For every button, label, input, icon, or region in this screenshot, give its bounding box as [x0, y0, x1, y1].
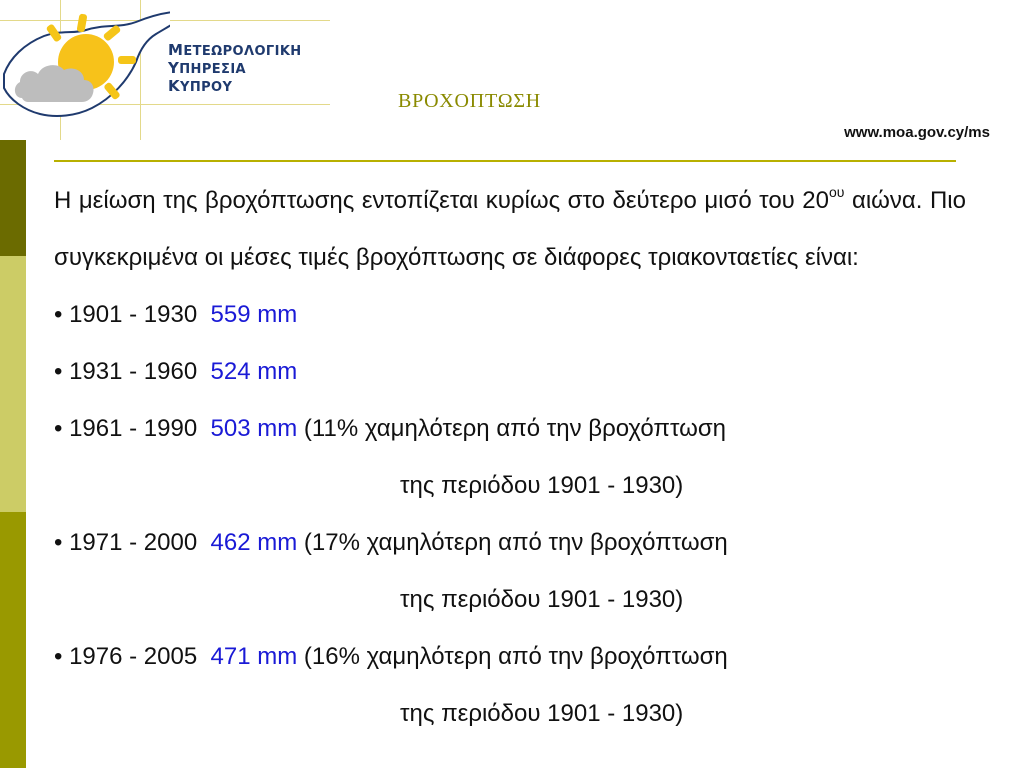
period-note: (17% χαμηλότερη από την βροχόπτωση	[303, 529, 728, 556]
header-logo-area	[0, 0, 330, 140]
side-bar-dark	[0, 140, 26, 256]
period-value: 462 mm	[210, 529, 298, 556]
period-item: • 1901 - 1930 559 mm	[54, 301, 298, 328]
slide-content	[54, 166, 966, 742]
side-bar-light	[0, 256, 26, 512]
org-name	[168, 42, 302, 96]
website-url[interactable]: www.moa.gov.cy/ms	[844, 124, 990, 141]
period-range: 1931 - 1960	[69, 358, 198, 385]
superscript-ou: ου	[829, 184, 845, 200]
period-value: 471 mm	[210, 643, 298, 670]
period-range: 1961 - 1990	[69, 415, 198, 442]
period-item: • 1976 - 2005 471 mm (16% χαμηλότερη από την βροχόπτωση	[54, 643, 728, 670]
slide-title: ΒΡΟΧΟΠΤΩΣΗ	[398, 90, 542, 112]
period-value: 559 mm	[210, 301, 298, 328]
period-item: • 1961 - 1990 503 mm (11% χαμηλότερη από την βροχόπτωση	[54, 415, 726, 442]
period-item: • 1971 - 2000 462 mm (17% χαμηλότερη από την βροχόπτωση	[54, 529, 728, 556]
period-value: 524 mm	[210, 358, 298, 385]
period-item: • 1931 - 1960 524 mm	[54, 358, 298, 385]
period-range: 1976 - 2005	[69, 643, 198, 670]
intro-paragraph: Η μείωση της βροχόπτωσης εντοπίζεται κυρίως στο δεύτερο μισό του $20^{o\upsilon}$ αιώνα. Πιο συγκεκριμένα οι μέσες τιμές βροχόπτωσης σε διάφορες τριακονταετίες είναι:	[54, 184, 966, 271]
period-note: (11% χαμηλότερη από την βροχόπτωση	[303, 415, 726, 442]
period-note: (16% χαμηλότερη από την βροχόπτωση	[303, 643, 728, 670]
period-note-continuation: της περιόδου 1901 - 1930)	[400, 700, 684, 727]
period-value: 503 mm	[210, 415, 298, 442]
org-name-line2: ΥΠΗΡΕΣΙΑ	[168, 59, 247, 77]
period-range: 1971 - 2000	[69, 529, 198, 556]
org-name-line3: ΚΥΠΡΟΥ	[168, 77, 233, 95]
period-note-continuation: της περιόδου 1901 - 1930)	[400, 472, 684, 499]
title-divider	[54, 160, 956, 162]
period-range: 1901 - 1930	[69, 301, 198, 328]
period-note-continuation: της περιόδου 1901 - 1930)	[400, 586, 684, 613]
cyprus-weather-logo-icon	[0, 0, 170, 140]
org-name-line1: ΜΕΤΕΩΡΟΛΟΓΙΚΗ	[168, 41, 302, 59]
side-bar-mid	[0, 512, 26, 768]
